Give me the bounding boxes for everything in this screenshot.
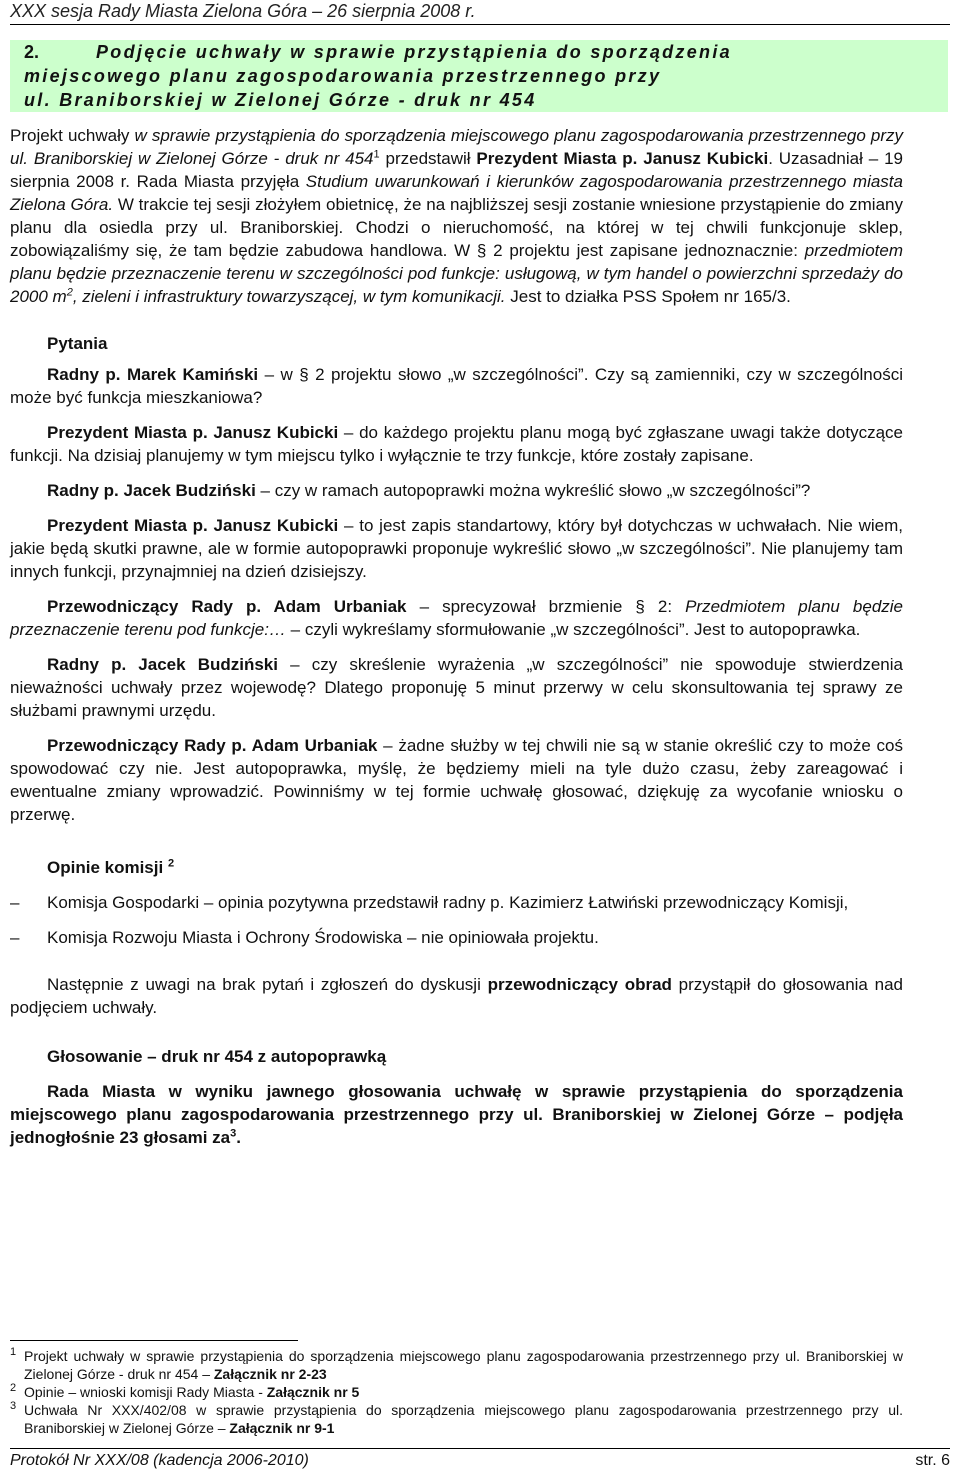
chair-label: przewodniczący obrad <box>487 975 672 994</box>
opinion-item <box>10 926 903 949</box>
page-footer <box>10 1448 950 1471</box>
vote-result-end: . <box>236 1128 241 1147</box>
section-title-box <box>10 40 948 112</box>
speech-text: – w § 2 projektu słowo „w szczególności”. Czy są zamienniki, czy w szczególności może być funkcja mieszkaniowa? <box>10 365 903 407</box>
speaker-name: Radny p. Marek Kamiński <box>47 365 259 384</box>
footnote-attachment: Załącznik nr 5 <box>266 1384 360 1400</box>
opinions-heading <box>10 856 903 879</box>
footnote-mark: 1 <box>10 1346 17 1358</box>
footnote-text: Opinie – wnioski komisji Rady Miasta - <box>24 1384 267 1400</box>
section-number: 2. <box>24 42 40 62</box>
discussion-paragraph <box>10 973 903 1019</box>
page-number: str. 6 <box>915 1452 950 1469</box>
intro-text: W trakcie tej sesji złożyłem obietnicę, że na najbliższej sesji zostanie wniesione przystąpienie do zmiany planu dla osiedla przy ul. Braniborskiej. Chodzi o nieruchomość, na której w tej chwili funkcjonuje sklep, zobowiązaliśmy się, że tam będzie zabudowa handlowa. W § 2 projektu jest zapisane jednoznacznie: <box>10 195 903 260</box>
section-title-line-1 <box>24 40 948 64</box>
speech-text: – żadne służby w tej chwili nie są w stanie określić czy to może coś spowodować czy nie. Jest autopoprawka, myślę, że będziemy mieli na tyle dużo czasu, żeby zareagować i ewentualne zmiany wprowadzić. Powinniśmy w tej formie uchwałę głosować, dziękuję za wycofanie wniosku o przerwę. <box>10 736 903 824</box>
exchange-paragraph <box>10 479 903 502</box>
document-body <box>10 124 903 1149</box>
speech-text: – sprecyzował brzmienie § 2: <box>406 597 686 616</box>
footnote <box>10 1401 903 1437</box>
exchange-paragraph <box>10 421 903 467</box>
exchange-paragraph <box>10 595 903 641</box>
speech-text: – czy skreślenie wyrażenia „w szczególności” nie spowoduje stwierdzenia nieważności uchwały przez wojewodę? Dlatego proponuję 5 minut przerwy w celu skonsultowania tej sprawy ze służbami prawnymi urzędu. <box>10 655 903 720</box>
dash-bullet: – <box>10 893 20 912</box>
section-title-text-1: Podjęcie uchwały w sprawie przystąpienia do sporządzenia <box>96 42 732 62</box>
vote-heading: Głosowanie – druk nr 454 z autopoprawką <box>47 1047 387 1066</box>
footnotes <box>10 1340 903 1437</box>
intro-paragraph <box>10 124 903 308</box>
speaker-name: Prezydent Miasta p. Janusz Kubicki <box>47 516 339 535</box>
footer-protocol: Protokół Nr XXX/08 (kadencja 2006-2010) <box>10 1452 309 1469</box>
footnote-mark: 2 <box>10 1382 17 1394</box>
footnote-mark: 3 <box>10 1400 17 1412</box>
opinion-text: Komisja Gospodarki – opinia pozytywna przedstawił radny p. Kazimierz Łatwiński przewodniczący Komisji, <box>47 893 849 912</box>
exchange-paragraph <box>10 514 903 583</box>
exchange-paragraph <box>10 363 903 409</box>
intro-druk: Braniborskiej w Zielonej Górze - druk nr 454 <box>27 149 374 168</box>
intro-study-italic: Studium uwarunkowań i kierunków zagospodarowania przestrzennego miasta Zielona Góra. <box>10 172 903 214</box>
speaker-name: Radny p. Jacek Budziński <box>47 481 256 500</box>
square-meter-exponent: 2 <box>66 286 73 299</box>
speech-text: – to jest zapis standartowy, który był dotychczas w uchwałach. Nie wiem, jakie będą skutki prawne, ale w formie autopoprawki proponuje wykreślić słowo „w szczególności”. Nie planujemy tam innych funkcji, przynajmniej na dzień dzisiejszy. <box>10 516 903 581</box>
footnote-separator <box>10 1340 298 1341</box>
footnote <box>10 1383 903 1401</box>
section-title-line-3: ul. Braniborskiej w Zielonej Górze - druk nr 454 <box>24 90 537 110</box>
section-title-line-2: miejscowego planu zagospodarowania przestrzennego przy <box>24 66 662 86</box>
dash-bullet: – <box>10 928 20 947</box>
speaker-name: Przewodniczący Rady p. Adam Urbaniak <box>47 597 407 616</box>
speaker-name: Przewodniczący Rady p. Adam Urbaniak <box>47 736 378 755</box>
exchange-paragraph <box>10 734 903 826</box>
speaker-name: Prezydent Miasta p. Janusz Kubicki <box>47 423 339 442</box>
speech-quote-italic: Przedmiotem planu będzie przeznaczenie terenu pod funkcje:… <box>10 597 904 639</box>
discussion-text: Następnie z uwagi na brak pytań i zgłoszeń do dyskusji <box>47 975 488 994</box>
intro-text: Jest to działka PSS Społem nr 165/3. <box>505 287 791 306</box>
intro-text: Projekt uchwały <box>10 126 135 145</box>
intro-quote-italic: , zieleni i infrastruktury towarzyszącej, w tym komunikacji. <box>72 287 506 306</box>
footnote-text: Projekt uchwały w sprawie przystąpienia do sporządzenia miejscowego planu zagospodarowania przestrzennego przy ul. Braniborskiej w Zielonej Górze - druk nr 454 – <box>24 1348 903 1382</box>
vote-result <box>10 1080 903 1149</box>
opinion-text: Komisja Rozwoju Miasta i Ochrony Środowiska – nie opiniowała projektu. <box>47 928 599 947</box>
opinions-heading-text: Opinie komisji <box>47 858 164 877</box>
intro-text: . Uzasadniał – 19 sierpnia 2008 r. Rada Miasta przyjęła <box>10 149 903 191</box>
speaker-name: Prezydent Miasta p. Janusz Kubicki <box>476 149 769 168</box>
footnote-ref-1[interactable]: 1 <box>373 148 380 161</box>
intro-title-italic: w sprawie przystąpienia do sporządzenia miejscowego planu zagospodarowania przestrzennego przy ul. <box>10 126 903 168</box>
footnote-attachment: Załącznik nr 9-1 <box>229 1420 335 1436</box>
footnote-attachment: Załącznik nr 2-23 <box>213 1366 327 1382</box>
running-header: XXX sesja Rady Miasta Zielona Góra – 26 sierpnia 2008 r. <box>10 0 950 25</box>
speech-text: – czy w ramach autopoprawki można wykreślić słowo „w szczególności”? <box>255 481 811 500</box>
intro-quote-italic: przedmiotem planu będzie przeznaczenie terenu w szczególności pod funkcje: usługową, w tym handel o powierzchni sprzedaży do 2000 m <box>10 241 903 306</box>
footnote-ref-3[interactable]: 3 <box>230 1127 237 1140</box>
footnote-text: Uchwała Nr XXX/402/08 w sprawie przystąpienia do sporządzenia miejscowego planu zagospodarowania przestrzennego przy ul. Braniborskiej w Zielonej Górze – <box>24 1402 903 1436</box>
speaker-name: Radny p. Jacek Budziński <box>47 655 278 674</box>
opinion-item <box>10 891 903 914</box>
questions-heading: Pytania <box>47 334 108 353</box>
speech-text: – czyli wykreślamy sformułowanie „w szczególności”. Jest to autopoprawka. <box>285 620 861 639</box>
speech-text: – do każdego projektu planu mogą być zgłaszane uwagi także dotyczące funkcji. Na dzisiaj planujemy w tym miejscu tylko i wyłącznie te trzy funkcje, które zostały zapisane. <box>10 423 903 465</box>
vote-result-text: Rada Miasta w wyniku jawnego głosowania uchwałę w sprawie przystąpienia do sporządzenia miejscowego planu zagospodarowania przestrzennego przy ul. Braniborskiej w Zielonej Górze – podjęła jednogłośnie 23 głosami za <box>10 1082 903 1147</box>
discussion-text: przystąpił do głosowania nad podjęciem uchwały. <box>10 975 903 1017</box>
intro-text: przedstawił <box>379 149 477 168</box>
footnote <box>10 1347 903 1383</box>
exchange-paragraph <box>10 653 903 722</box>
footnote-ref-2[interactable]: 2 <box>167 857 175 870</box>
